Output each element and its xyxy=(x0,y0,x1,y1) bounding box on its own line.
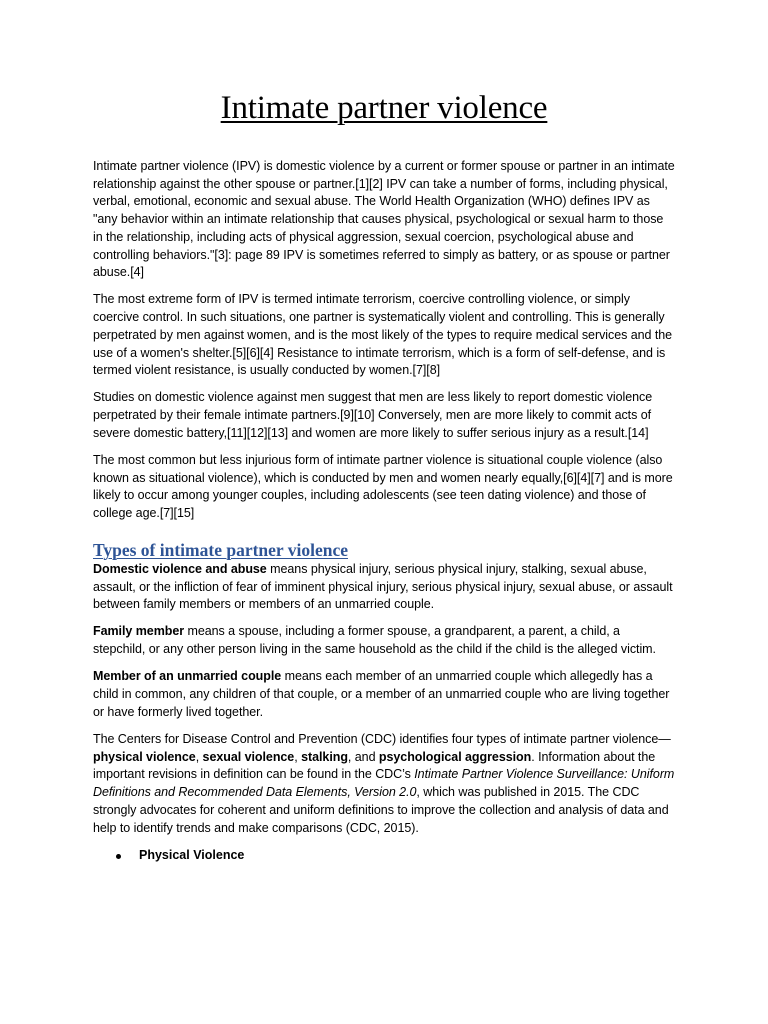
ipv-type: physical violence xyxy=(93,749,196,764)
cdc-text: , which was published in 2015. The CDC strongly advocates for coherent and uniform definitions to improve the collection and analysis of data and help to identify trends and make comparisons (CDC, 2015). xyxy=(93,785,669,835)
intro-paragraph: Intimate partner violence (IPV) is domestic violence by a current or former spouse or partner in an intimate relationship against the other spouse or partner.[1][2] IPV can take a number of forms, including physical, verbal, emotional, economic and sexual abuse. The World Health Organization (WHO) defines IPV as "any behavior within an intimate relationship that causes physical, psychological or sexual harm to those in the relationship, including acts of physical aggression, sexual coercion, psychological abuse and controlling behaviors."[3]: page 89 IPV is sometimes referred to simply as battery, or as spouse or partner abuse.[4] xyxy=(93,159,675,280)
bullet-icon xyxy=(116,854,121,859)
bullet-item xyxy=(93,847,675,865)
cdc-paragraph xyxy=(93,731,675,837)
definition-text: means physical injury, serious physical injury, stalking, sexual abuse, assault, or the infliction of fear of imminent physical injury, serious physical injury, sexual abuse, or assault between family members or members of an unmarried couple. xyxy=(93,561,673,612)
cdc-text: . Information about the important revisions in definition can be found in the CDC’s xyxy=(93,749,656,782)
intro-paragraph: The most common but less injurious form of intimate partner violence is situational couple violence (also known as situational violence), which is conducted by men and women nearly equally,[6][4][7] and is more likely to occur among younger couples, including adolescents (see teen dating violence) and those of college age.[7][15] xyxy=(93,453,673,521)
document-page xyxy=(93,86,675,864)
definition-text: means each member of an unmarried couple which allegedly has a child in common, any children of that couple, or a member of an unmarried couple who are living together or have formerly lived together. xyxy=(93,669,670,719)
publication-title: Intimate Partner Violence Surveillance: Uniform Definitions and Recommended Data Elements, Version 2.0 xyxy=(93,767,675,800)
definition-paragraph xyxy=(93,668,675,721)
ipv-type: psychological aggression xyxy=(378,749,532,764)
document-title: Intimate partner violence xyxy=(220,90,548,126)
ipv-type: sexual violence xyxy=(202,749,295,764)
definition-text: means a spouse, including a former spouse, a grandparent, a parent, a child, a stepchild, or any other person living in the same household as the child if the child is the alleged victim. xyxy=(93,624,656,657)
intro-paragraph: Studies on domestic violence against men suggest that men are less likely to report domestic violence perpetrated by their female intimate partners.[9][10] Conversely, men are more likely to commit acts of severe domestic battery,[11][12][13] and women are more likely to suffer serious injury as a result.[14] xyxy=(93,390,653,440)
definition-paragraph xyxy=(93,561,675,614)
bullet-list xyxy=(93,847,675,865)
bullet-label: Physical Violence xyxy=(139,847,245,862)
definition-term: Member of an unmarried couple xyxy=(93,669,282,684)
definition-term: Family member xyxy=(93,624,185,639)
separator: , and xyxy=(347,749,379,764)
definition-term: Domestic violence and abuse xyxy=(93,561,267,576)
ipv-type: stalking xyxy=(301,749,348,764)
section-heading[interactable]: Types of intimate partner violence xyxy=(93,539,349,560)
separator: , xyxy=(294,749,302,764)
separator: , xyxy=(195,749,203,764)
cdc-text: The Centers for Disease Control and Prevention (CDC) identifies four types of intimate partner violence— xyxy=(93,731,671,746)
intro-paragraph: The most extreme form of IPV is termed intimate terrorism, coercive controlling violence, or simply coercive control. In such situations, one partner is systematically violent and controlling. This is generally perpetrated by men against women, and is the most likely of the types to require medical services and the use of a women's shelter.[5][6][4] Resistance to intimate terrorism, which is a form of self-defense, and is termed violent resistance, is usually conducted by women.[7][8] xyxy=(93,292,673,378)
definition-paragraph xyxy=(93,623,675,658)
